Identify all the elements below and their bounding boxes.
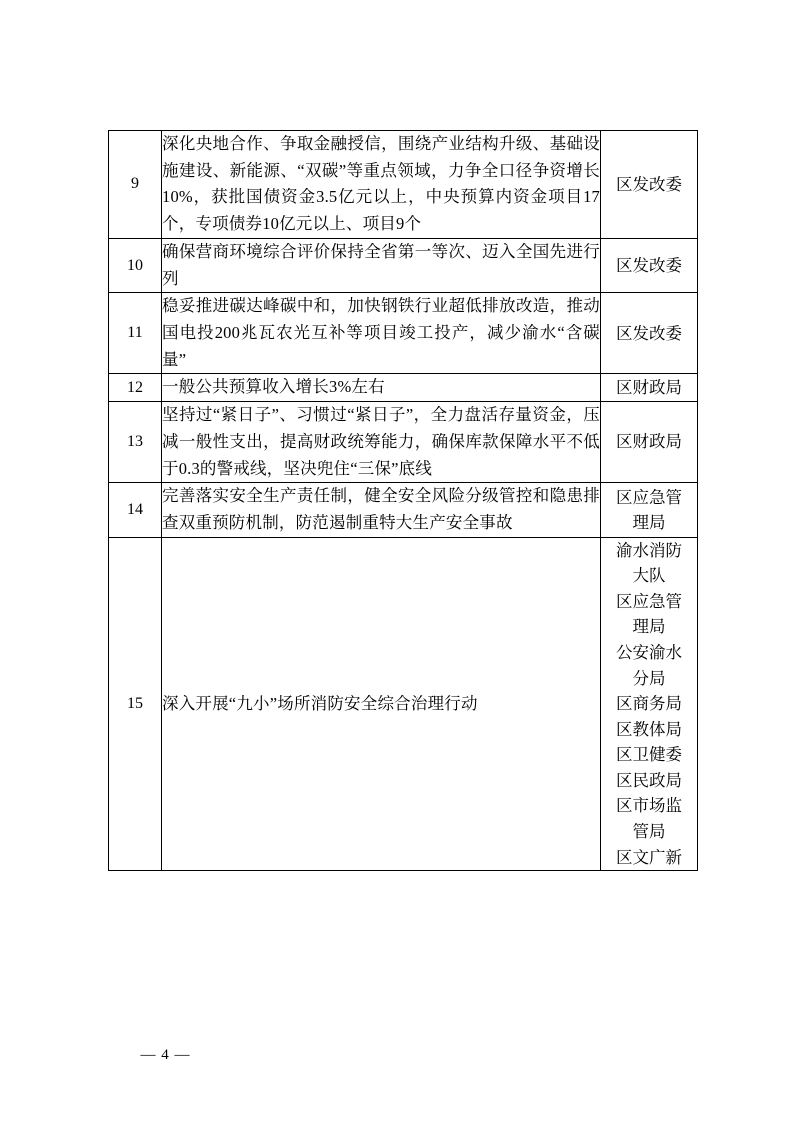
row-department (601, 374, 698, 402)
department-lines (601, 321, 697, 347)
row-department (601, 537, 698, 870)
department-lines (601, 375, 697, 401)
department-line: 区商务局 (616, 694, 682, 714)
department-line: 渝水消防 (616, 540, 682, 560)
row-content: 确保营商环境综合评价保持全省第一等次、迈入全国先进行列 (162, 238, 601, 292)
row-number: 12 (109, 374, 162, 402)
row-number: 9 (109, 131, 162, 239)
department-line: 区发改委 (616, 323, 682, 343)
department-line: 分局 (632, 668, 666, 688)
row-number: 13 (109, 402, 162, 483)
department-lines (601, 429, 697, 455)
department-line: 区民政局 (616, 770, 682, 790)
row-content: 稳妥推进碳达峰碳中和，加快钢铁行业超低排放改造，推动国电投200兆瓦农光互补等项目竣工投产，减少渝水“含碳量” (162, 293, 601, 374)
department-line: 区发改委 (616, 174, 682, 194)
row-department (601, 293, 698, 374)
row-content: 一般公共预算收入增长3%左右 (162, 374, 601, 402)
row-content: 坚持过“紧日子”、习惯过“紧日子”，全力盘活存量资金，压减一般性支出，提高财政统筹能力，确保库款保障水平不低于0.3的警戒线，坚决兜住“三保”底线 (162, 402, 601, 483)
department-lines (601, 253, 697, 279)
table-row (109, 483, 698, 537)
row-number: 10 (109, 238, 162, 292)
row-number: 14 (109, 483, 162, 537)
task-table (108, 130, 698, 871)
row-content: 深入开展“九小”场所消防安全综合治理行动 (162, 537, 601, 870)
table-body (109, 131, 698, 871)
row-department (601, 402, 698, 483)
department-lines (601, 172, 697, 198)
department-line: 大队 (632, 566, 666, 586)
table-row (109, 131, 698, 239)
department-line: 区文广新 (616, 847, 682, 867)
department-line: 理局 (632, 617, 666, 637)
department-line: 区卫健委 (616, 745, 682, 765)
table-row (109, 402, 698, 483)
department-line: 公安渝水 (616, 643, 682, 663)
row-department (601, 238, 698, 292)
row-content: 深化央地合作、争取金融授信，围绕产业结构升级、基础设施建设、新能源、“双碳”等重点领域，力争全口径争资增长10%，获批国债资金3.5亿元以上，中央预算内资金项目17个，专项债券10亿元以上、项目9个 (162, 131, 601, 239)
department-line: 区教体局 (616, 719, 682, 739)
table-row (109, 537, 698, 870)
department-line: 区应急管 (616, 591, 682, 611)
row-number: 15 (109, 537, 162, 870)
page-footer (0, 1047, 793, 1064)
department-line: 理局 (632, 513, 666, 533)
row-department (601, 131, 698, 239)
table-row (109, 374, 698, 402)
department-lines (601, 485, 697, 536)
department-line: 区发改委 (616, 255, 682, 275)
department-line: 管局 (632, 821, 666, 841)
department-line: 区财政局 (616, 432, 682, 452)
department-line: 区应急管 (616, 487, 682, 507)
page-number: — 4 — (140, 1047, 191, 1063)
row-number: 11 (109, 293, 162, 374)
table-row (109, 293, 698, 374)
table-row (109, 238, 698, 292)
row-content: 完善落实安全生产责任制，健全安全风险分级管控和隐患排查双重预防机制，防范遏制重特大生产安全事故 (162, 483, 601, 537)
department-line: 区财政局 (616, 378, 682, 398)
department-lines (601, 538, 697, 870)
department-line: 区市场监 (616, 796, 682, 816)
row-department (601, 483, 698, 537)
